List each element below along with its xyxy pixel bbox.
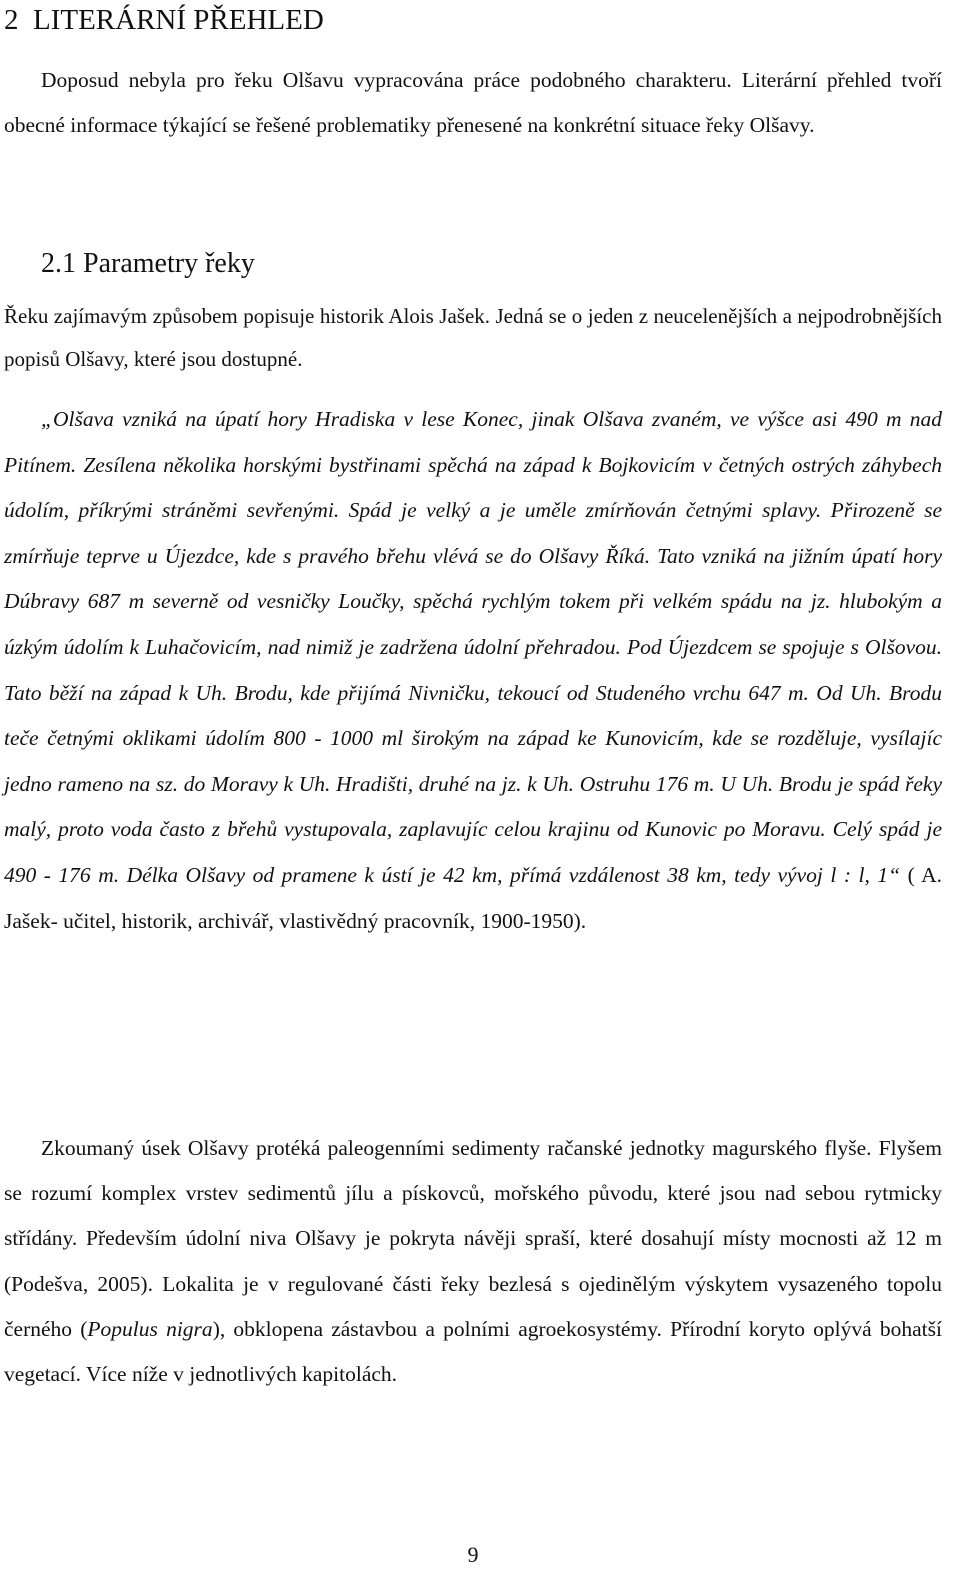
quote-paragraph xyxy=(4,397,942,944)
chapter-title: LITERÁRNÍ PŘEHLED xyxy=(33,4,324,36)
section-title: Parametry řeky xyxy=(83,248,255,279)
species-name: Populus nigra xyxy=(87,1316,213,1341)
section-number: 2.1 xyxy=(41,248,76,279)
geology-paragraph xyxy=(4,1126,942,1397)
section-intro-paragraph: Řeku zajímavým způsobem popisuje historik Alois Jašek. Jedná se o jeden z neucelenějších a nejpodrobnějších popisů Olšavy, které jsou dostupné. xyxy=(4,304,942,371)
quote-citation: ( A. Jašek- učitel, historik, archivář, vlastivědný pracovník, 1900-1950). xyxy=(4,862,942,933)
chapter-number: 2 xyxy=(4,4,19,36)
section-heading xyxy=(41,246,255,282)
intro-paragraph: Doposud nebyla pro řeku Olšavu vypracována práce podobného charakteru. Literární přehled tvoří obecné informace týkající se řešené problematiky přenesené na konkrétní situace řeky Olšavy. xyxy=(4,68,942,137)
geology-text-part1: Zkoumaný úsek Olšavy protéká paleogenními sedimenty račanské jednotky magurského flyše. Flyšem se rozumí komplex vrstev sedimentů jílu a pískovců, mořského původu, které jsou nad sebou rytmicky střídány. Především údolní niva Olšavy je pokryta návěji spraší, které dosahují místy mocnosti až 12 m (Podešva, 2005). Lokalita je v regulované části řeky bezlesá s ojedinělým výskytem vysazeného topolu černého ( xyxy=(4,1136,942,1341)
page-number: 9 xyxy=(467,1542,479,1567)
geology-text-part2: ), obklopena zástavbou a polními agroekosystémy. Přírodní koryto oplývá bohatší vegetací. Více níže v jednotlivých kapitolách. xyxy=(4,1316,942,1387)
quote-text: „Olšava vzniká na úpatí hory Hradiska v lese Konec, jinak Olšava zvaném, ve výšce asi 490 m nad Pitínem. Zesílena několika horskými bystřinami spěchá na západ k Bojkovicím v četných ostrých záhybech údolím, příkrými stráněmi sevřenými. Spád je velký a je uměle zmírňován četnými splavy. Přirozeně se zmírňuje teprve u Újezdce, kde s pravého břehu vlévá se do Olšavy Říká. Tato vzniká na jižním úpatí hory Dúbravy 687 m severně od vesničky Loučky, spěchá rychlým tokem při velkém spádu na jz. hlubokým a úzkým údolím k Luhačovicím, nad nimiž je zadržena údolní přehradou. Pod Újezdcem se spojuje s Olšovou. Tato běží na západ k Uh. Brodu, kde přijímá Nivničku, tekoucí od Studeného vrchu 647 m. Od Uh. Brodu teče četnými oklikami údolím 800 - 1000 ml širokým na západ ke Kunovicím, kde se rozděluje, vysílajíc jedno rameno na sz. do Moravy k Uh. Hradišti, druhé na jz. k Uh. Ostruhu 176 m. U Uh. Brodu je spád řeky malý, proto voda často z břehů vystupovala, zaplavujíc celou krajinu od Kunovic po Moravu. Celý spád je 490 - 176 m. Délka Olšavy od pramene k ústí je 42 km, přímá vzdálenost 38 km, tedy vývoj l : l, 1“ xyxy=(4,407,942,887)
chapter-heading xyxy=(4,2,944,38)
